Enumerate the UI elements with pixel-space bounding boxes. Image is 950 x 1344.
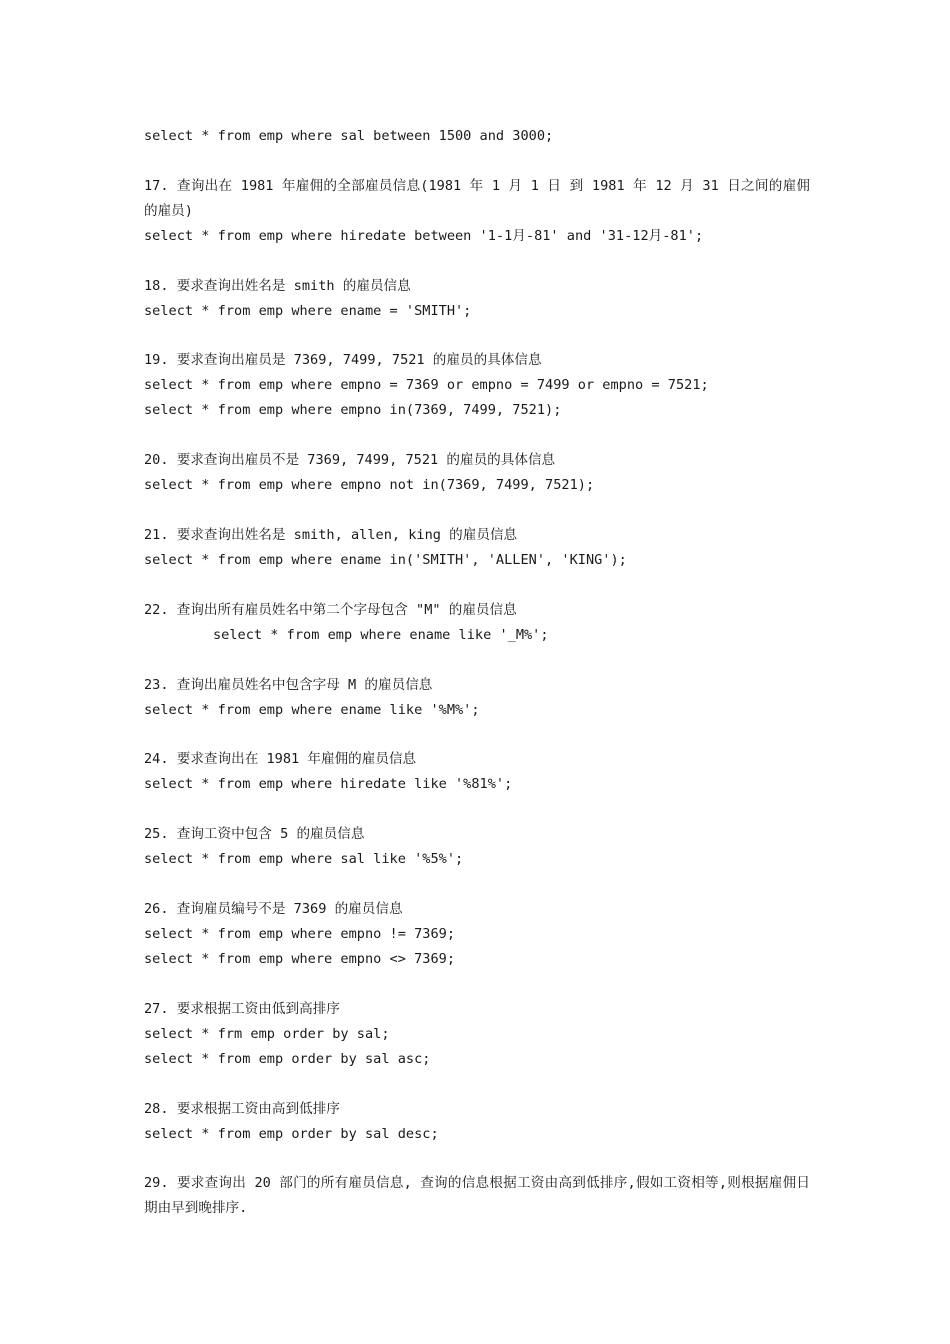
spacer [144, 972, 810, 997]
spacer [144, 648, 810, 673]
sql-statement: select * from emp order by sal asc; [144, 1050, 431, 1067]
sql-statement: select * from emp where empno != 7369; [144, 925, 455, 942]
sql-statement: select * from emp where empno <> 7369; [144, 950, 455, 967]
spacer [144, 249, 810, 274]
question-23: 23. 查询出雇员姓名中包含字母 M 的雇员信息 [144, 676, 433, 693]
question-25: 25. 查询工资中包含 5 的雇员信息 [144, 826, 365, 843]
sql-statement: select * from emp where sal like '%5%'; [144, 851, 464, 868]
spacer [144, 797, 810, 822]
spacer [144, 498, 810, 523]
spacer [144, 1147, 810, 1172]
question-21: 21. 要求查询出姓名是 smith, allen, king 的雇员信息 [144, 526, 518, 543]
sql-statement: select * from emp where ename = 'SMITH'; [144, 302, 472, 319]
spacer [144, 324, 810, 349]
spacer [144, 872, 810, 897]
spacer [144, 723, 810, 748]
sql-statement: select * from emp order by sal desc; [144, 1125, 439, 1142]
sql-statement: select * from emp where hiredate like '%81%'; [144, 776, 513, 793]
sql-statement: select * from emp where sal between 1500 and 3000; [144, 128, 554, 144]
question-28: 28. 要求根据工资由高到低排序 [144, 1100, 340, 1117]
spacer [144, 573, 810, 598]
question-26: 26. 查询雇员编号不是 7369 的雇员信息 [144, 900, 403, 917]
document-body [144, 124, 810, 1221]
sql-statement: select * from emp where empno in(7369, 7499, 7521); [144, 402, 562, 419]
question-27: 27. 要求根据工资由低到高排序 [144, 1000, 340, 1017]
sql-statement: select * frm emp order by sal; [144, 1025, 390, 1042]
sql-statement: select * from emp where ename like '_M%'; [213, 626, 549, 643]
spacer [144, 1072, 810, 1097]
sql-statement: select * from emp where ename like '%M%'; [144, 701, 480, 718]
sql-statement: select * from emp where empno not in(7369, 7499, 7521); [144, 477, 595, 494]
question-17: 17. 查询出在 1981 年雇佣的全部雇员信息(1981 年 1 月 1 日 到 1981 年 12 月 31 日之间的雇佣的雇员) [144, 177, 810, 219]
question-19: 19. 要求查询出雇员是 7369, 7499, 7521 的雇员的具体信息 [144, 352, 542, 369]
sql-statement: select * from emp where empno = 7369 or empno = 7499 or empno = 7521; [144, 377, 709, 394]
question-18: 18. 要求查询出姓名是 smith 的雇员信息 [144, 277, 411, 294]
sql-statement: select * from emp where hiredate between '1-1月-81' and '31-12月-81'; [144, 227, 704, 244]
question-24: 24. 要求查询出在 1981 年雇佣的雇员信息 [144, 751, 417, 768]
question-20: 20. 要求查询出雇员不是 7369, 7499, 7521 的雇员的具体信息 [144, 452, 556, 469]
spacer [144, 149, 810, 174]
sql-statement: select * from emp where ename in('SMITH', 'ALLEN', 'KING'); [144, 551, 627, 568]
question-29: 29. 要求查询出 20 部门的所有雇员信息, 查询的信息根据工资由高到低排序,假如工资相等,则根据雇佣日期由早到晚排序. [144, 1175, 810, 1217]
spacer [144, 423, 810, 448]
question-22: 22. 查询出所有雇员姓名中第二个字母包含 "M" 的雇员信息 [144, 601, 517, 618]
